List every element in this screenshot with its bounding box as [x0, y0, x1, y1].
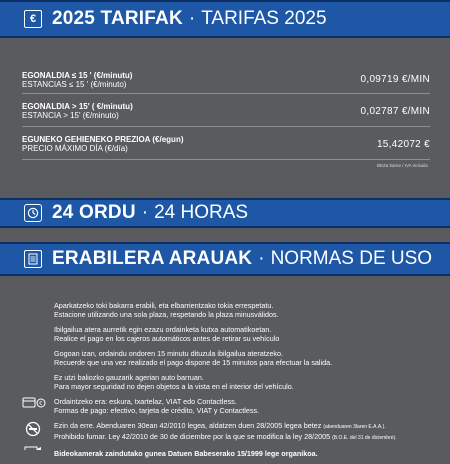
tariff-label-es: ESTANCIA > 15' (€/minuto): [22, 111, 119, 120]
tariff-label-es: ESTANCIAS ≤ 15 ' (€/minuto): [22, 79, 127, 89]
rule-eu: Ordaintzeko era: eskura, txartelaz, VIAT edo Contactless.: [54, 397, 237, 406]
tariff-value: 15,42072 €: [376, 138, 430, 150]
rule-es: [54, 432, 444, 443]
payment-methods-icon: [22, 396, 48, 410]
no-smoking-icon: [25, 421, 41, 437]
rule-eu: Bideokamerak zaindutako gunea Datuen Babeserako 15/1999 lege organikoa.: [54, 449, 318, 458]
tariffs-table: [22, 66, 430, 160]
rule-eu-text: Ezin da erre. Abenduaren 30ean 42/2010 legea, aldatzen duen 28/2005 legea betez: [54, 421, 322, 430]
tariff-value: 0,02787 €/MIN: [360, 105, 430, 117]
document-icon: [24, 250, 42, 268]
rule-es: Realice el pago en los cajeros automáticos antes de retirar su vehículo: [54, 334, 280, 343]
list-item: [54, 325, 444, 343]
rule-es-note: (B.O.E. del 31 de diciembre).: [332, 435, 397, 441]
tariff-value: 0,09719 €/MIN: [360, 74, 430, 85]
separator-dot: ·: [258, 248, 265, 269]
camera-icon: [24, 443, 42, 450]
list-item: [54, 449, 444, 458]
rule-es: Estacione utilizando una sola plaza, respetando la plaza minusválidos.: [54, 310, 279, 319]
rule-es: Para mayor seguridad no dejen objetos a la vista en el interior del vehículo.: [54, 382, 294, 391]
rules-header: [0, 242, 450, 276]
list-item: [54, 349, 444, 367]
rules-subtitle: NORMAS DE USO: [270, 248, 433, 269]
rules-list: [54, 301, 444, 464]
tariffs-title: 2025 TARIFAK: [52, 8, 183, 29]
tariff-row: [22, 66, 430, 94]
rule-eu: Gogoan izan, ordaindu ondoren 15 minutu dituzula ibilgailua ateratzeko.: [54, 349, 283, 358]
tariffs-subtitle: TARIFAS 2025: [201, 8, 327, 29]
rule-eu: [54, 421, 444, 432]
tariff-label-eu: EGONALDIA > 15' ( €/minutu): [22, 102, 133, 111]
rule-es-text: Prohibido fumar. Ley 42/2010 de 30 de diciembre por la que se modifica la ley 28/2005: [54, 432, 331, 441]
rule-eu: Aparkatzeko toki bakarra erabili, eta elbarrientzako tokia errespetatu.: [54, 301, 274, 310]
rule-eu: Ibilgailua atera aurretik egin ezazu ordainketa kutxa automatikoetan.: [54, 325, 272, 334]
hours-header: [0, 198, 450, 228]
list-item: [54, 373, 444, 391]
list-item: [54, 301, 444, 319]
hours-title: 24 ORDU: [52, 202, 136, 223]
clock-icon: [24, 204, 42, 222]
list-item: [54, 421, 444, 443]
tariff-label-es: PRECIO MÁXIMO DÍA (€/día): [22, 144, 128, 153]
separator-dot: ·: [188, 8, 196, 29]
rules-title: ERABILERA ARAUAK: [52, 248, 253, 269]
euro-icon: €: [24, 10, 42, 28]
tariff-row: [22, 96, 430, 127]
rule-es: Formas de pago: efectivo, tarjeta de crédito, VIAT y Contactless.: [54, 406, 260, 415]
tariff-row: [22, 129, 430, 160]
tariff-label-eu: EGONALDIA ≤ 15 ' (€/minutu): [22, 70, 133, 80]
tariff-label-eu: EGUNEKO GEHIENEKO PREZIOA (€/egun): [22, 135, 184, 144]
vat-note: BEZa barne / IVA incluido: [377, 163, 428, 168]
rule-es: Recuerde que una vez realizado el pago dispone de 15 minutos para efectuar la salida.: [54, 358, 333, 367]
rule-eu: Ez utzi baliozko gauzarik agerian auto barruan.: [54, 373, 204, 382]
separator-dot: ·: [141, 202, 149, 223]
hours-subtitle: 24 HORAS: [154, 202, 249, 223]
rule-eu-note: (abenduaren 3laren E.A.A.).: [323, 424, 386, 430]
list-item: [54, 397, 444, 415]
svg-text:€: €: [39, 401, 43, 407]
tariffs-header: [0, 0, 450, 38]
